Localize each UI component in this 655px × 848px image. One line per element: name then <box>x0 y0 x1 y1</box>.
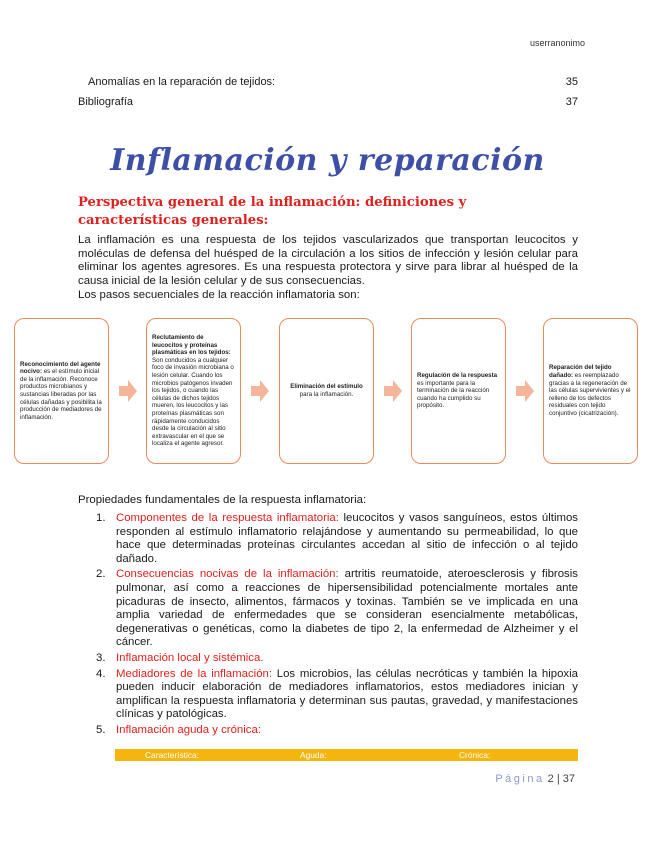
comparison-table-header <box>115 749 578 761</box>
list-item <box>78 652 578 666</box>
list-item-title: Inflamación local y sistémica. <box>116 651 264 664</box>
list-number: 2. <box>96 568 106 581</box>
flow-step-text: Son conducidos a cualquier foco de invasión microbiana o lesión celular. Cuando los microbios patógenos invaden los tejidos, o cuando las células de dichos tejidos mueren, los leucocitos y las proteínas plasmáticas son rápidamente conducidos desde la circulación al sitio extravascular en el que se localiza el agente agresor. <box>152 356 234 448</box>
flow-step-text: es importante para la terminación de la reacción cuando ha cumplido su propósito. <box>417 379 490 410</box>
intro-paragraph: La inflamación es una respuesta de los tejidos vascularizados que transportan leucocitos y moléculas de defensa del huésped de la circulación a los sitios de infección y lesión celular para eliminar los agentes agresores. Es una respuesta protectora y sirve para librar al huésped de la causa inicial de la lesión celular y de sus consecuencias. <box>78 234 578 287</box>
properties-heading: Propiedades fundamentales de la respuesta inflamatoria: <box>78 494 367 506</box>
list-number: 1. <box>96 512 106 524</box>
steps-intro: Los pasos secuenciales de la reacción inflamatoria son: <box>78 289 360 301</box>
list-item <box>78 568 578 650</box>
flow-step-text: es el estímulo inicial de la inflamación. Reconoce productos microbianos y sustancias liberadas por las células dañadas y posibilita la producción de mediadores de inflamación. <box>20 368 102 421</box>
arrow-right-icon <box>384 380 402 402</box>
list-item-title: Inflamación aguda y crónica: <box>116 723 261 736</box>
properties-list <box>78 512 578 740</box>
toc-entry[interactable] <box>78 76 578 88</box>
flow-step-repair <box>543 318 638 464</box>
page-total: 37 <box>562 773 575 785</box>
page-footer <box>495 773 575 785</box>
table-header-cell: Crónica: <box>459 750 491 760</box>
arrow-right-icon <box>251 380 269 402</box>
flow-step-regulation <box>411 318 506 464</box>
page-word: Página <box>495 773 545 785</box>
flow-step-recruitment <box>146 318 241 464</box>
flow-step-title: Eliminación del estímulo <box>290 383 363 391</box>
list-item-title: Componentes de la respuesta inflamatoria: <box>116 512 339 524</box>
page-separator: | <box>556 773 560 785</box>
process-flow-diagram <box>14 318 639 466</box>
flow-step-text: es reemplazado gracias a la regeneración de las células supervivientes y el relleno de los defectos residuales con tejido conjuntivo (cicatrización). <box>549 372 631 417</box>
toc-entry[interactable] <box>78 96 578 108</box>
toc-entry-label: Bibliografía <box>78 96 134 108</box>
table-header-cell: Característica: <box>145 750 199 760</box>
list-number: 5. <box>96 723 106 736</box>
list-item <box>78 724 578 738</box>
arrow-right-icon <box>516 380 534 402</box>
flow-step-title: Reclutamiento de leucocitos y proteínas plasmáticas en los tejidos: <box>152 334 231 357</box>
list-item-text: artritis reumatoide, ateroesclerosis y fibrosis pulmonar, así como a reacciones de hipersensibilidad potencialmente mortales ante picaduras de insecto, alimentos, fármacos y toxinas. También se ve implicada en una amplia variedad de enfermedades que se consideran esencialmente metabólicas, degenerativas o genéticas, como la diabetes de tipo 2, la enfermedad de Alzheimer y el cáncer. <box>116 568 578 649</box>
list-item <box>78 512 578 566</box>
flow-step-title: Reparación del tejido dañado: <box>549 364 612 380</box>
flow-step-recognition <box>14 318 109 464</box>
list-item-title: Consecuencias nocivas de la inflamación: <box>116 568 339 581</box>
list-number: 4. <box>96 667 106 680</box>
section-heading: Perspectiva general de la inflamación: definiciones y características generales: <box>78 195 467 228</box>
list-item-title: Mediadores de la inflamación: <box>116 667 273 680</box>
list-item-text: Los microbios, las células necróticas y también la hipoxia pueden inducir elaboración de mediadores inflamatorios, estos mediadores inician y amplifican la respuesta inflamatoria y determinan sus pautas, gravedad, y manifestaciones clínicas y patológicas. <box>116 667 578 721</box>
toc-entry-page: 37 <box>565 96 578 108</box>
header-username: userranonimo <box>529 38 585 48</box>
table-header-cell: Aguda: <box>300 750 327 760</box>
toc-entry-page: 35 <box>565 76 578 88</box>
flow-step-title: Regulación de la respuesta <box>417 372 498 380</box>
page-title: Inflamación y reparación <box>110 143 545 178</box>
arrow-right-icon <box>119 380 137 402</box>
toc-entry-label: Anomalías en la reparación de tejidos: <box>88 76 276 88</box>
flow-step-text: para la inflamación. <box>299 391 354 398</box>
list-number: 3. <box>96 651 106 664</box>
page-number: 2 <box>547 773 554 785</box>
flow-step-elimination <box>279 318 374 464</box>
list-item <box>78 668 578 722</box>
list-item-text: leucocitos y vasos sanguíneos, estos últimos responden al estímulo inflamatorio relajándose y aumentando su permeabilidad, lo que hace que determinadas proteínas circulantes accedan al sitio de infección o al tejido dañado. <box>116 512 578 565</box>
flow-step-title: Reconocimiento del agente nocivo: <box>20 360 101 376</box>
